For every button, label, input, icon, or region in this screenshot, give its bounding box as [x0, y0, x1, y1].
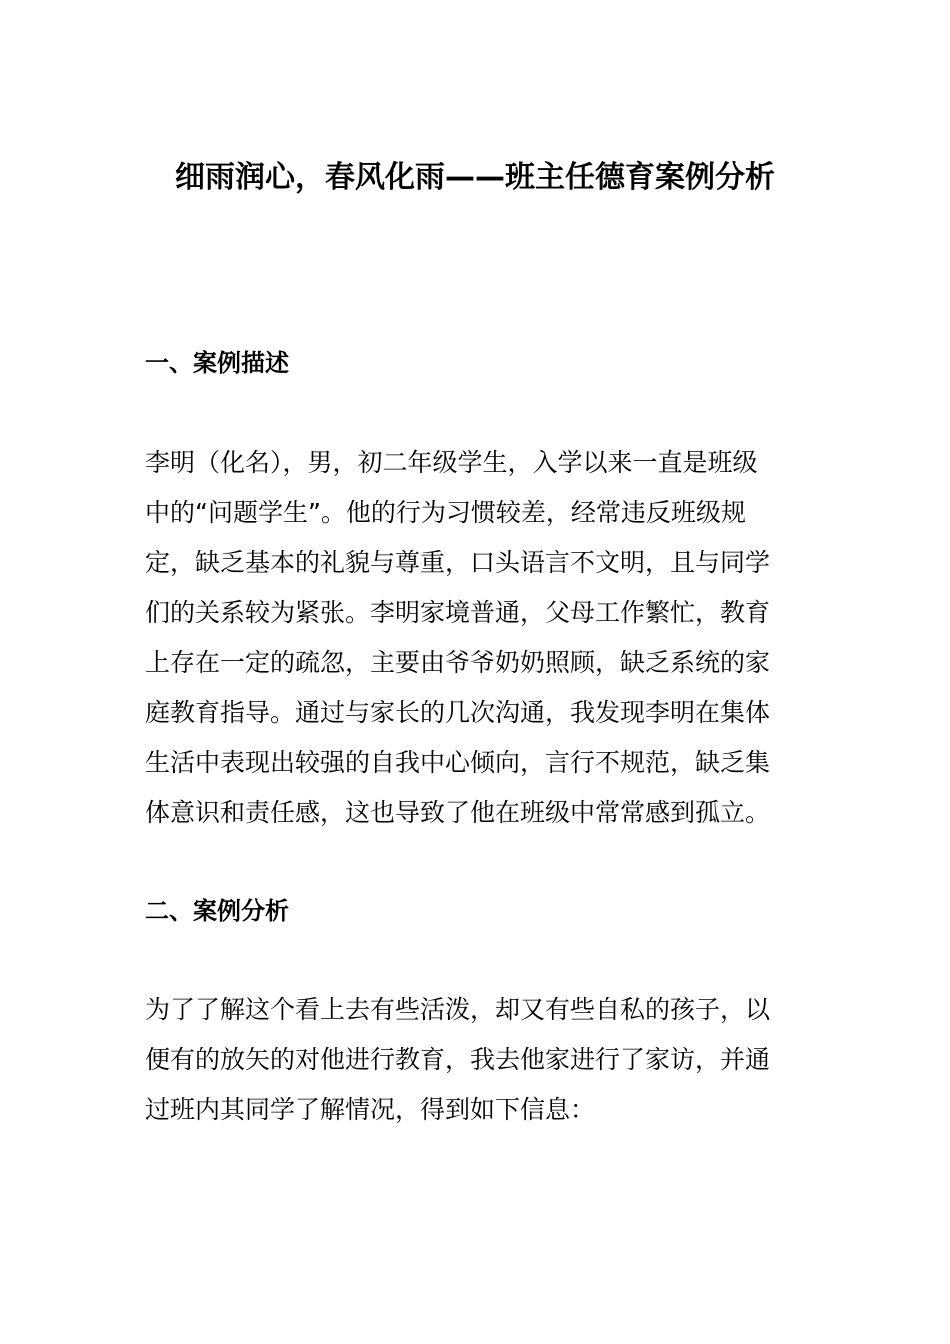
paragraph-case-analysis: [145, 985, 817, 1135]
paragraph-line: 中的“问题学生”。他的行为习惯较差，经常违反班级规: [145, 498, 746, 527]
paragraph-line: 定，缺乏基本的礼貌与尊重，口头语言不文明，且与同学: [145, 548, 771, 577]
paragraph-case-description: [145, 438, 817, 838]
section-heading-case-description: 一、案例描述: [145, 349, 289, 377]
paragraph-line: 上存在一定的疏忽，主要由爷爷奶奶照顾，缺乏系统的家: [145, 648, 771, 677]
section-heading-case-analysis: 二、案例分析: [145, 897, 289, 925]
paragraph-line: 为了了解这个看上去有些活泼，却又有些自私的孩子，以: [145, 995, 771, 1024]
paragraph-line: 们的关系较为紧张。李明家境普通，父母工作繁忙，教育: [145, 598, 771, 627]
paragraph-line: 体意识和责任感，这也导致了他在班级中常常感到孤立。: [145, 798, 771, 827]
paragraph-line: 便有的放矢的对他进行教育，我去他家进行了家访，并通: [145, 1045, 771, 1074]
document-title: 细雨润心，春风化雨——班主任德育案例分析: [175, 160, 775, 195]
paragraph-line: 生活中表现出较强的自我中心倾向，言行不规范，缺乏集: [145, 748, 771, 777]
paragraph-line: 李明（化名），男，初二年级学生，入学以来一直是班级: [145, 448, 758, 477]
paragraph-line: 庭教育指导。通过与家长的几次沟通，我发现李明在集体: [145, 698, 771, 727]
paragraph-line: 过班内其同学了解情况，得到如下信息：: [145, 1095, 596, 1124]
